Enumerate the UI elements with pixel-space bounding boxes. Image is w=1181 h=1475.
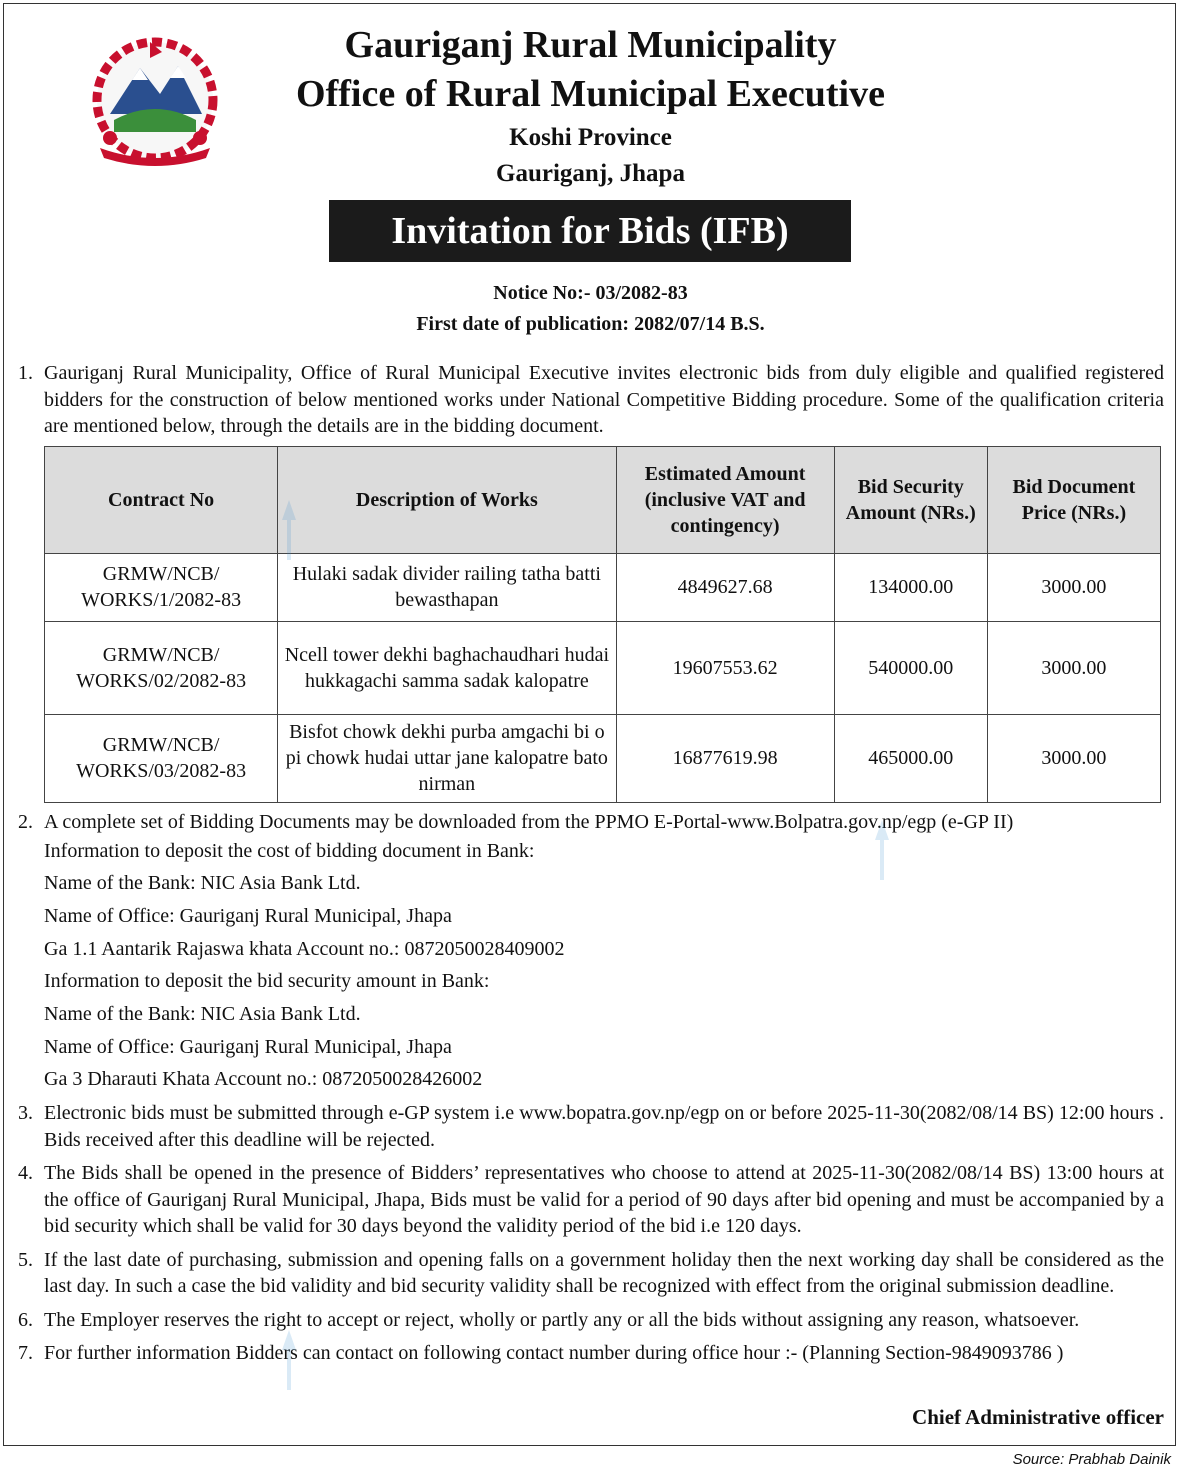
- municipality-name: Gauriganj Rural Municipality: [344, 24, 837, 66]
- location-name: Gauriganj, Jhapa: [496, 160, 685, 187]
- source-credit: Source: Prabhab Dainik: [1012, 1451, 1171, 1468]
- office-name: Office of Rural Municipal Executive: [296, 73, 885, 115]
- item-number: 5.: [18, 1248, 33, 1271]
- list-item: [18, 1307, 1164, 1334]
- table-cell: 3000.00: [987, 621, 1160, 714]
- bank-info-line: Name of Office: Gauriganj Rural Municipal, Jhapa: [44, 904, 452, 927]
- column-header: Bid Document Price (NRs.): [987, 446, 1160, 553]
- list-item: [18, 360, 1164, 440]
- table-cell: 3000.00: [987, 714, 1160, 802]
- page-title: Invitation for Bids (IFB): [329, 200, 851, 262]
- works-table: [44, 446, 1161, 803]
- column-header: Estimated Amount (inclusive VAT and contingency): [616, 446, 834, 553]
- table-row: [45, 553, 1161, 621]
- table-row: [45, 714, 1161, 802]
- table-cell: 4849627.68: [616, 553, 834, 621]
- office-header: [0, 22, 1181, 192]
- bank-info-line: Ga 3 Dharauti Khata Account no.: 0872050028426002: [44, 1068, 483, 1091]
- bank-info-line: Name of the Bank: NIC Asia Bank Ltd.: [44, 1002, 361, 1025]
- notice-body: [18, 360, 1164, 1367]
- publication-date: First date of publication: 2082/07/14 B.S.: [416, 313, 765, 335]
- item-text: The Employer reserves the right to accept or reject, wholly or partly any or all the bids without assigning any reason, whatsoever.: [44, 1308, 1080, 1331]
- bank-info-line: Ga 1.1 Aantarik Rajaswa khata Account no.: 0872050028409002: [44, 937, 565, 960]
- table-header-row: [45, 446, 1161, 553]
- table-cell: 134000.00: [834, 553, 987, 621]
- list-item: [18, 1160, 1164, 1240]
- table-row: [45, 621, 1161, 714]
- notice-block: [0, 278, 1181, 340]
- item-number: 4.: [18, 1162, 33, 1184]
- item-number: 7.: [18, 1342, 33, 1364]
- table-cell: Bisfot chowk dekhi purba amgachi bi o pi chowk hudai uttar jane kalopatre bato nirman: [278, 714, 616, 802]
- column-header: Description of Works: [278, 446, 616, 553]
- column-header: Bid Security Amount (NRs.): [834, 446, 987, 553]
- item-text: Gauriganj Rural Municipality, Office of Rural Municipal Executive invites electronic bids from duly eligible and qualified registered bidders for the construction of below mentioned works under National Competitive Bidding procedure. Some of the qualification criteria are mentioned below, through the details are in the bidding document.: [44, 362, 1164, 437]
- item-text: The Bids shall be opened in the presence of Bidders’ representatives who choose to attend at 2025-11-30(2082/08/14 BS) 13:00 hours at the office of Gauriganj Rural Municipal, Jhapa, Bids must be valid for a period of 90 days after bid opening and must be accompanied by a bid security which shall be valid for 30 days beyond the validity period of the bid i.e 120 days.: [44, 1162, 1164, 1237]
- bank-info-line: Information to deposit the cost of bidding document in Bank:: [44, 839, 535, 862]
- bank-info-line: Information to deposit the bid security amount in Bank:: [44, 970, 490, 993]
- table-cell: 3000.00: [987, 553, 1160, 621]
- table-cell: GRMW/NCB/ WORKS/1/2082-83: [45, 553, 278, 621]
- bank-info-line: Name of the Bank: NIC Asia Bank Ltd.: [44, 872, 361, 895]
- item-number: 1.: [18, 362, 33, 384]
- list-item: [18, 1340, 1164, 1367]
- table-cell: 16877619.98: [616, 714, 834, 802]
- item-text: For further information Bidders can contact on following contact number during office hour :- (Planning Section-9849093786 ): [44, 1342, 1064, 1364]
- item-text: Electronic bids must be submitted through e-GP system i.e www.bopatra.gov.np/egp on or before 2025-11-30(2082/08/14 BS) 12:00 hours . Bids received after this deadline will be rejected.: [44, 1102, 1164, 1151]
- download-info: A complete set of Bidding Documents may be downloaded from the PPMO E-Portal-www.Bolpatra.gov.np/egp (e-GP II): [44, 810, 1014, 833]
- table-cell: 19607553.62: [616, 621, 834, 714]
- list-item: [18, 809, 1164, 1097]
- column-header: Contract No: [45, 446, 278, 553]
- item-number: 2.: [18, 810, 33, 833]
- item-number: 3.: [18, 1102, 33, 1124]
- signature-title: Chief Administrative officer: [912, 1405, 1164, 1429]
- item-number: 6.: [18, 1308, 33, 1331]
- table-cell: GRMW/NCB/ WORKS/02/2082-83: [45, 621, 278, 714]
- province-name: Koshi Province: [509, 124, 672, 151]
- bank-info-line: Name of Office: Gauriganj Rural Municipal, Jhapa: [44, 1035, 452, 1058]
- table-cell: 465000.00: [834, 714, 987, 802]
- table-cell: Hulaki sadak divider railing tatha batti bewasthapan: [278, 553, 616, 621]
- list-item: [18, 1100, 1164, 1153]
- item-text: If the last date of purchasing, submission and opening falls on a government holiday then the next working day shall be considered as the last day. In such a case the bid validity and bid security validity shall be recognized with effect from the original submission deadline.: [44, 1248, 1164, 1297]
- table-cell: GRMW/NCB/ WORKS/03/2082-83: [45, 714, 278, 802]
- table-cell: 540000.00: [834, 621, 987, 714]
- item-text: [44, 809, 1164, 1097]
- list-item: [18, 1247, 1164, 1300]
- table-cell: Ncell tower dekhi baghachaudhari hudai hukkagachi samma sadak kalopatre: [278, 621, 616, 714]
- notice-number: Notice No:- 03/2082-83: [493, 282, 688, 304]
